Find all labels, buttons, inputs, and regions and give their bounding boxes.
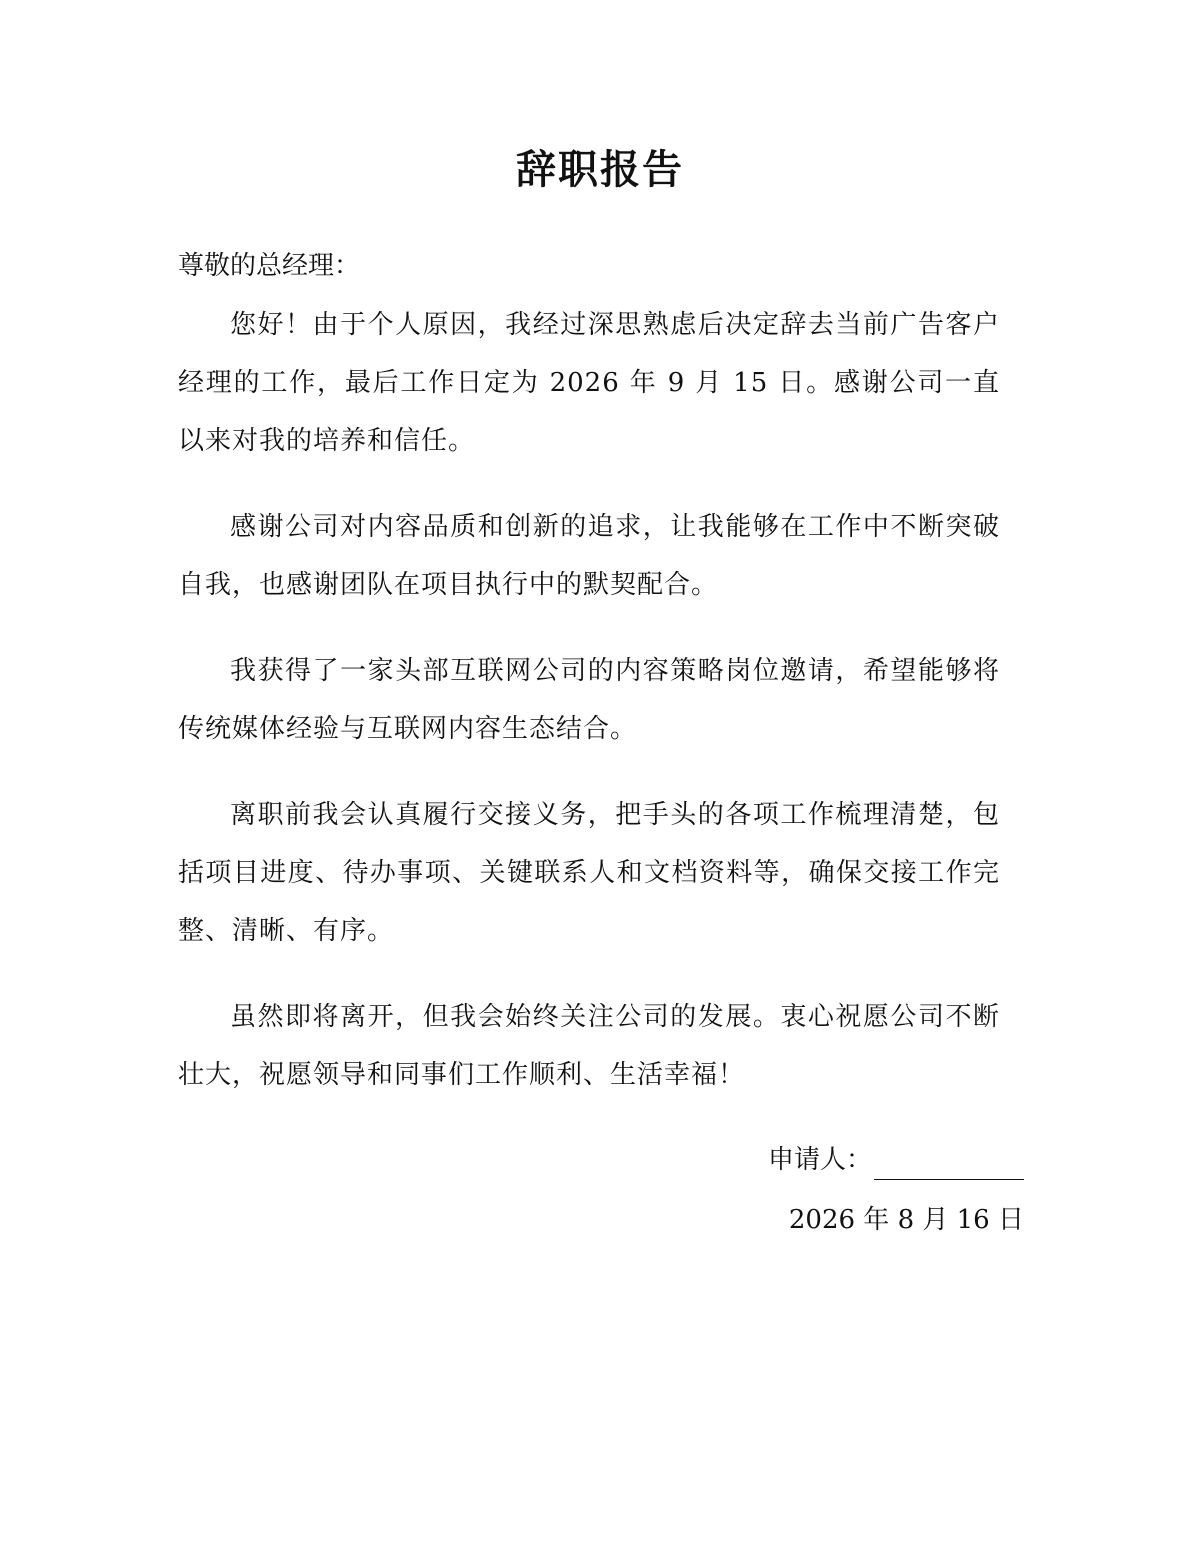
paragraph-reason: 我获得了一家头部互联网公司的内容策略岗位邀请，希望能够将传统媒体经验与互联网内容生态结合。 [178,656,1000,744]
letter-date: 2026 年 8 月 16 日 [788,1205,1024,1235]
salutation: 尊敬的总经理： [178,251,361,281]
signature-block [768,1140,1024,1240]
signature-label: 申请人： [767,1145,872,1175]
signature-line [874,1151,1024,1180]
document-title: 辞职报告 [516,147,684,193]
paragraph-handover: 离职前我会认真履行交接义务，把手头的各项工作梳理清楚，包括项目进度、待办事项、关键联系人和文档资料等，确保交接工作完整、清晰、有序。 [178,800,1000,946]
letter-body [178,296,1000,1132]
paragraph-wishes: 虽然即将离开，但我会始终关注公司的发展。衷心祝愿公司不断壮大，祝愿领导和同事们工作顺利、生活幸福！ [178,1002,1000,1090]
signature-row [768,1140,1024,1180]
paragraph-intent: 您好！由于个人原因，我经过深思熟虑后决定辞去当前广告客户经理的工作，最后工作日定为 2026 年 9 月 15 日。感谢公司一直以来对我的培养和信任。 [178,310,1000,456]
paragraph-gratitude: 感谢公司对内容品质和创新的追求，让我能够在工作中不断突破自我，也感谢团队在项目执行中的默契配合。 [178,512,1000,600]
